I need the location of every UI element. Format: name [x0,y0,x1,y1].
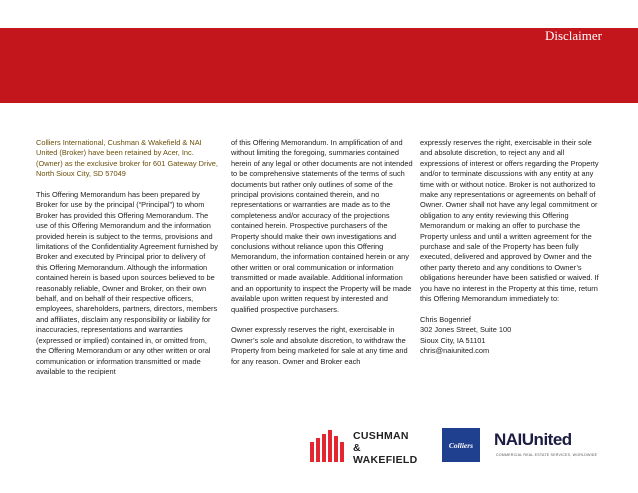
column-2 [231,138,413,377]
body-paragraph: Owner expressly reserves the right, exercisable in Owner’s sole and absolute discretion, to withdraw the Property from being marketed for sale at any time and for any reason. Owner and Broker each [231,325,408,366]
contact-name: Chris Bogenrief [420,314,471,324]
column-1 [36,138,218,388]
lead-paragraph: Colliers International, Cushman & Wakefield & NAI United (Broker) have been retained by Acer, Inc. (Owner) as the exclusive broker for 601 Gateway Drive, North Sioux City, SD 57049 [36,138,218,179]
body-paragraph: of this Offering Memorandum. In amplification of and without limiting the foregoing, summaries contained herein of any legal or other documents are not intended to be comprehensive statements of the terms of such documents but rather only outlines of some of the principal provisions contained therein, and no representations or warranties are made as to the completeness and/or accuracy of the projections contained herein. Prospective purchasers of the Property should make their own investigations and conclusions without reliance upon this Offering Memorandum, the information contained herein or any other written or oral communication or information transmitted or made available. Additional information and an opportunity to inspect the Property will be made available upon written request by interested and qualified prospective purchasers. [231,138,413,314]
contact-address: 302 Jones Street, Suite 100 [420,325,512,335]
cushman-wakefield-logo [308,428,418,467]
cushman-wakefield-mark-icon [308,428,348,462]
page-title: Disclaimer [544,28,602,43]
colliers-logo: Colliers [442,428,480,462]
contact-city: Sioux City, IA 51101 [420,335,486,345]
cushman-wakefield-wordmark: CUSHMAN & WAKEFIELD [353,430,418,466]
header-bar [0,28,638,103]
column-3 [420,138,602,357]
contact-email[interactable]: chris@naiunited.com [420,346,490,356]
contact-block [420,315,602,357]
body-paragraph: expressly reserves the right, exercisable in their sole and absolute discretion, to reject any and all expressions of interest or offers regarding the Property and/or to terminate discussions with any entity at any time with or without notice. Broker is not authorized to make any representations or agreements on behalf of Owner. Owner shall not have any legal commitment or obligation to any entity reviewing this Offering Memorandum or making an offer to purchase the Property unless and until a written agreement for the purchase and sale of the Property has been fully executed, delivered and approved by Owner and the other party thereto and any conditions to Owner’s obligations hereunder have been satisfied or waived. If you have no interest in the Property at this time, return this Offering Memorandum immediately to: [420,138,599,304]
body-paragraph: This Offering Memorandum has been prepared by Broker for use by the principal (“Principal”) to whom Broker has provided this Offering Memorandum. The use of this Offering Memorandum and the information provided herein is subject to the terms, provisions and limitations of the Confidentiality Agreement furnished by Broker and executed by Principal prior to delivery of this Offering Memorandum. Although the information contained herein is based upon sources believed to be reasonably reliable, Owner and Broker, on their own behalf, and on behalf of their respective officers, employees, shareholders, partners, directors, members and affiliates, disclaim any responsibility or liability for inaccuracies, representations and warranties (expressed or implied) contained in, or omitted from, the Offering Memorandum or any other written or oral communication or information transmitted or made available to the recipient [36,190,218,376]
logo-strip: CUSHMAN & WAKEFIELD Colliers NAIUnited COMMERCIAL REAL ESTATE SERVICES, WORLDWIDE [308,428,598,462]
